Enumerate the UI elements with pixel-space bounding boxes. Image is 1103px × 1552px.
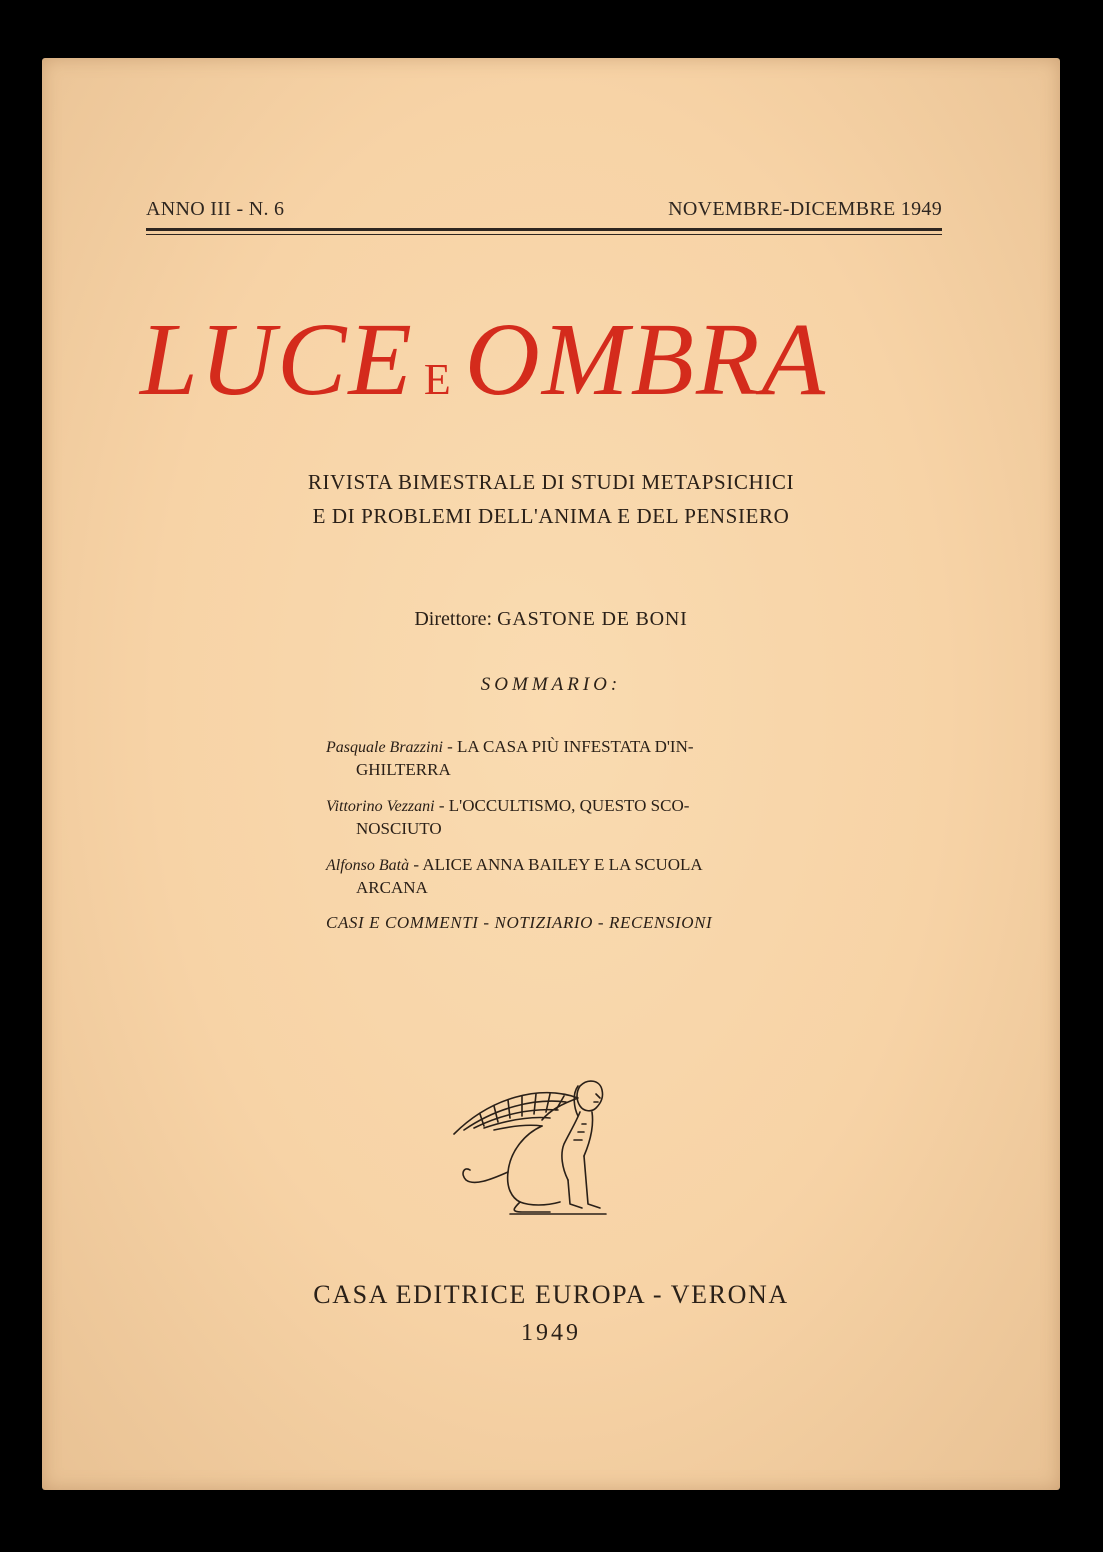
toc-author: Alfonso Batà — [326, 857, 410, 874]
toc-item — [326, 795, 776, 840]
header-rule-thin — [146, 234, 942, 235]
sphinx-icon — [450, 1068, 620, 1228]
issue-date: NOVEMBRE-DICEMBRE 1949 — [668, 198, 942, 220]
toc-sections: CASI E COMMENTI - NOTIZIARIO - RECENSIONI — [326, 913, 713, 932]
publication-year: 1949 — [521, 1320, 581, 1346]
title-word-ombra: OMBRA — [464, 302, 828, 417]
toc-title: - ALICE ANNA BAILEY E LA SCUOLA — [413, 855, 703, 874]
director-name: GASTONE DE BONI — [497, 608, 688, 630]
toc-item — [326, 854, 776, 899]
magazine-title — [140, 302, 960, 417]
title-connector: E — [423, 355, 451, 404]
toc-author: Pasquale Brazzini — [326, 739, 443, 756]
toc-title: - LA CASA PIÙ INFESTATA D'IN- — [447, 737, 694, 756]
publisher-name: CASA EDITRICE EUROPA - VERONA — [313, 1280, 789, 1309]
director-label: Direttore: — [414, 608, 493, 630]
subtitle-line-2: E DI PROBLEMI DELL'ANIMA E DEL PENSIERO — [312, 504, 790, 528]
director-line — [42, 608, 1060, 631]
table-of-contents — [326, 736, 776, 933]
toc-title-continued: ARCANA — [356, 878, 428, 897]
toc-title: - L'OCCULTISMO, QUESTO SCO- — [438, 796, 690, 815]
toc-author: Vittorino Vezzani — [326, 798, 435, 815]
sommario-heading: SOMMARIO: — [480, 674, 622, 695]
toc-item — [326, 736, 776, 781]
header-rule-thick — [146, 228, 942, 231]
toc-title-continued: GHILTERRA — [356, 760, 451, 779]
magazine-cover — [42, 58, 1060, 1490]
toc-title-continued: NOSCIUTO — [356, 819, 442, 838]
title-word-luce: LUCE — [140, 302, 414, 417]
subtitle-line-1: RIVISTA BIMESTRALE DI STUDI METAPSICHICI — [307, 470, 795, 494]
issue-number: ANNO III - N. 6 — [146, 198, 285, 220]
